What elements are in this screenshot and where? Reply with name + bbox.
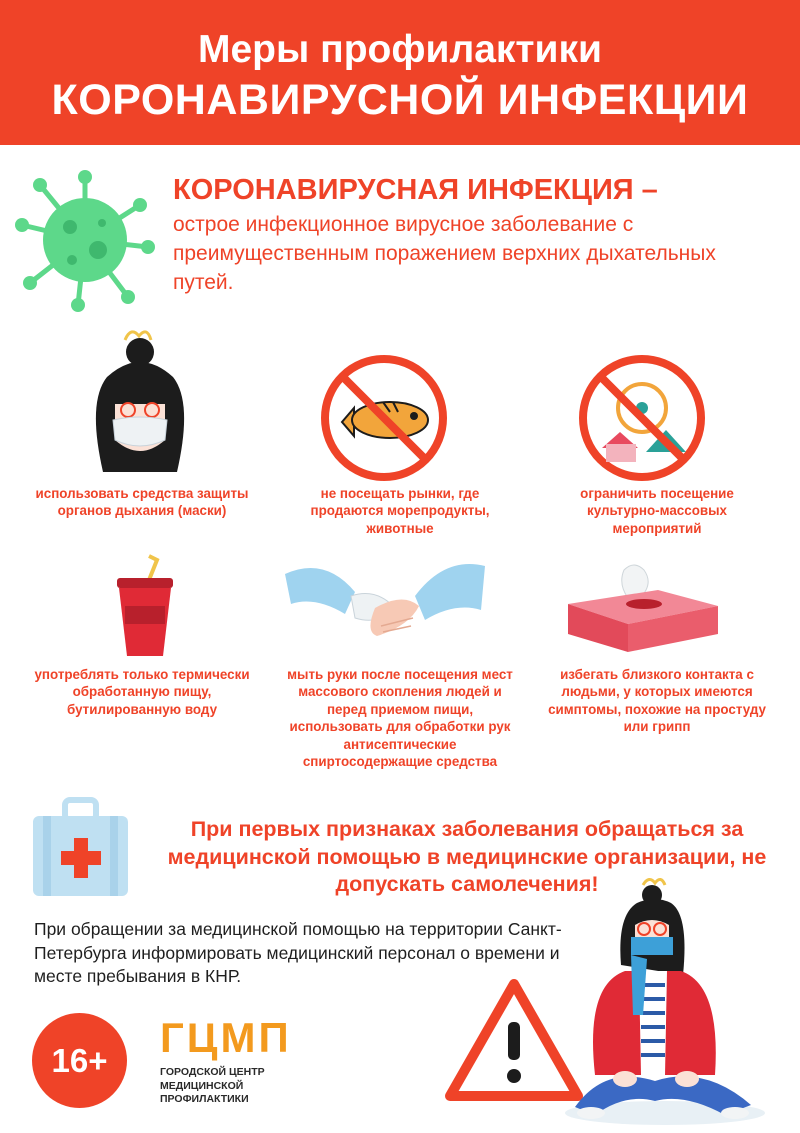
header-banner	[0, 0, 800, 145]
hand-washing-icon	[285, 556, 485, 656]
gcmp-logo-subtitle: ГОРОДСКОЙ ЦЕНТР МЕДИЦИНСКОЙ ПРОФИЛАКТИКИ	[160, 1066, 265, 1105]
measure-caption-food: употреблять только термически обработанную пищу, бутилированную воду	[34, 667, 250, 717]
first-aid-kit-icon	[33, 800, 128, 896]
sitting-woman-illustration	[555, 875, 775, 1130]
measure-caption-contact: избегать близкого контакта с людьми, у которых имеются симптомы, похожие на простуду или грипп	[548, 667, 766, 735]
info-text: При обращении за медицинской помощью на территории Санкт-Петербурга информировать медицинский персонал о времени и месте пребывания в КНР.	[34, 919, 562, 986]
alert-text: При первых признаках заболевания обращаться за медицинской помощью в медицинские организации, не допускать самолечения!	[167, 817, 767, 896]
tissue-box-icon	[562, 562, 722, 654]
measure-caption-hands: мыть руки после посещения мест массового скопления людей и перед приемом пищи, использовать для обработки рук антисептические спиртосодержащие средства	[287, 667, 513, 770]
measure-caption-mask: использовать средства защиты органов дыхания (маски)	[35, 486, 249, 519]
no-mass-events-icon	[576, 352, 708, 484]
header-title-line1: Меры профилактики	[198, 28, 602, 71]
age-rating-badge: 16+	[32, 1013, 127, 1108]
header-title-line2: КОРОНАВИРУСНОЙ ИНФЕКЦИИ	[51, 76, 749, 124]
intro-text: острое инфекционное вирусное заболевание с преимущественным поражением верхних дыхательных путей.	[173, 213, 716, 294]
face-mask-icon	[85, 322, 195, 477]
measure-caption-markets: не посещать рынки, где продаются морепродукты, животные	[310, 486, 490, 536]
no-seafood-market-icon	[318, 352, 450, 484]
drink-cup-icon	[105, 556, 185, 661]
virus-icon	[10, 165, 160, 315]
gcmp-logo: ГЦМП	[160, 1014, 292, 1061]
measure-caption-events: ограничить посещение культурно-массовых мероприятий	[580, 486, 734, 536]
intro-title: КОРОНАВИРУСНАЯ ИНФЕКЦИЯ –	[173, 174, 658, 206]
